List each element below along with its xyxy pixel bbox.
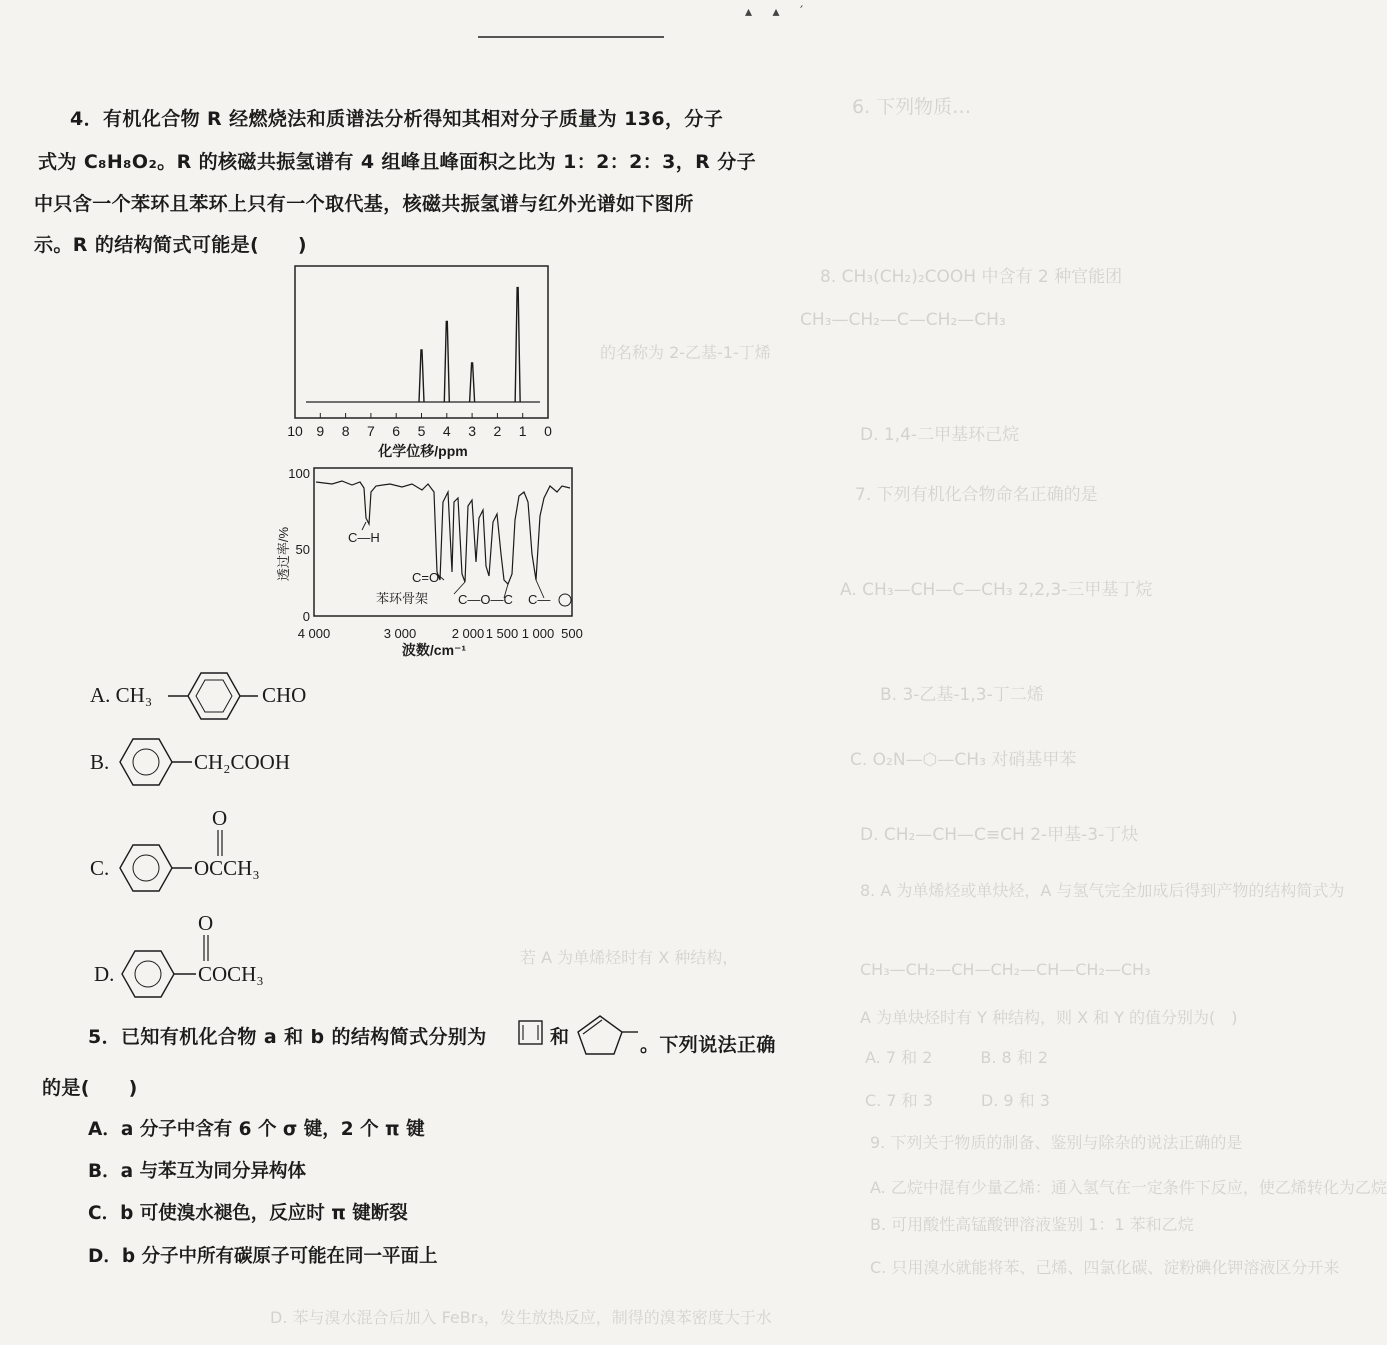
nmr-peak [444, 321, 449, 402]
q4-option-c-label: C. [90, 856, 110, 880]
ir-x-tick: 1 000 [521, 626, 555, 641]
ir-x-tick: 4 000 [297, 626, 331, 641]
bleed-text: A 为单炔烃时有 Y 种结构，则 X 和 Y 的值分别为( ) [860, 1008, 1238, 1027]
bleed-text: A. 乙烷中混有少量乙烯：通入氢气在一定条件下反应，使乙烯转化为乙烷 [870, 1178, 1387, 1197]
q4-option-c-group: OCCH₃ [194, 856, 260, 880]
bleed-text: 的名称为 2-乙基-1-丁烯 [600, 343, 771, 362]
nmr-x-label: 化学位移/ppm [378, 443, 468, 459]
bleed-text: 若 A 为单烯烃时有 X 种结构， [520, 948, 739, 967]
q4-line-1: 4．有机化合物 R 经燃烧法和质谱法分析得知其相对分子质量为 136，分子 [70, 108, 724, 130]
ir-annotation-c-ring: C— [528, 592, 551, 607]
cyclobutadiene-icon [516, 1017, 546, 1049]
q4-option-c-carbonyl-o: O [212, 806, 228, 830]
header-rule [478, 36, 664, 38]
q4-option-d-carbonyl-o: O [198, 911, 214, 935]
nmr-tick-label: 10 [287, 423, 303, 439]
ir-y-tick: 100 [288, 466, 310, 481]
bleed-text: C. O₂N—⬡—CH₃ 对硝基甲苯 [850, 750, 1077, 770]
benzene-ring-icon [116, 838, 196, 898]
nmr-tick-label: 1 [518, 423, 527, 439]
ir-annotation-ring: 苯环骨架 [376, 591, 429, 606]
bleed-text: A. CH₃—CH—C—CH₃ 2,2,3-三甲基丁烷 [840, 580, 1153, 600]
q5-option-b: B．a 与苯互为同分异构体 [88, 1161, 307, 1182]
bleed-text: CH₃—CH₂—CH—CH₂—CH—CH₂—CH₃ [860, 960, 1151, 979]
bleed-text: 6. 下列物质… [852, 96, 972, 118]
ir-x-tick: 2 000 [451, 626, 485, 641]
q4-option-d-group: COCH₃ [198, 962, 264, 986]
benzene-ring-icon [118, 944, 198, 1004]
bleed-text: D. CH₂—CH—C≡CH 2-甲基-3-丁炔 [860, 825, 1139, 845]
ir-y-tick: 50 [295, 542, 310, 557]
bleed-text: D. 苯与溴水混合后加入 FeBr₃，发生放热反应，制得的溴苯密度大于水 [270, 1308, 772, 1327]
q5-line-1a: 5．已知有机化合物 a 和 b 的结构简式分别为 [88, 1026, 487, 1048]
double-bond-icon [200, 935, 212, 961]
ir-x-tick: 500 [561, 626, 583, 641]
nmr-tick-label: 9 [316, 423, 325, 439]
q5-option-d: D．b 分子中所有碳原子可能在同一平面上 [88, 1246, 438, 1267]
bleed-text: 8. CH₃(CH₂)₂COOH 中含有 2 种官能团 [820, 267, 1123, 287]
nmr-tick-label: 5 [417, 423, 426, 439]
nmr-tick-label: 2 [493, 423, 502, 439]
bleed-text: CH₃—CH₂—C—CH₂—CH₃ [800, 310, 1006, 330]
bleed-text: B. 可用酸性高锰酸钾溶液鉴别 1：1 苯和乙烷 [870, 1215, 1194, 1234]
ir-spectrum [272, 462, 602, 662]
ir-annotation-coc: C—O—C [458, 592, 513, 607]
methylcyclopentene-icon [572, 1012, 640, 1058]
nmr-tick-label: 0 [544, 423, 552, 439]
double-bond-icon [214, 830, 226, 856]
nmr-spectrum [280, 262, 580, 462]
nmr-tick-label: 6 [392, 423, 401, 439]
ir-annotation-co: C=O [412, 570, 440, 585]
ir-x-label: 波数/cm⁻¹ [401, 642, 467, 658]
bleed-text: C. 只用溴水就能将苯、己烯、四氯化碳、淀粉碘化钾溶液区分开来 [870, 1258, 1340, 1277]
q5-line-2: 的是( ) [42, 1077, 138, 1099]
scan-marks: ▴ ▴ ′ [745, 4, 812, 20]
bleed-text: B. 3-乙基-1,3-丁二烯 [880, 685, 1044, 705]
q5-option-c: C．b 可使溴水褪色，反应时 π 键断裂 [88, 1203, 408, 1224]
q4-option-b-group: CH₂COOH [194, 750, 290, 774]
bleed-text: 8. A 为单烯烃或单炔烃，A 与氢气完全加成后得到产物的结构简式为 [860, 881, 1345, 900]
nmr-tick-label: 7 [367, 423, 375, 439]
q4-line-2: 式为 C₈H₈O₂。R 的核磁共振氢谱有 4 组峰且峰面积之比为 1：2：2：3，R 分子 [38, 151, 757, 173]
nmr-tick-label: 3 [468, 423, 476, 439]
ir-x-tick: 1 500 [485, 626, 519, 641]
ir-x-tick: 3 000 [383, 626, 417, 641]
nmr-peak [470, 363, 475, 402]
bleed-text: D. 1,4-二甲基环己烷 [860, 425, 1020, 445]
nmr-peak [515, 288, 520, 402]
nmr-peak [419, 350, 424, 402]
q4-line-4: 示。R 的结构简式可能是( ) [34, 234, 308, 256]
ir-y-label: 透过率/% [276, 526, 291, 582]
bleed-text: A. 7 和 2 B. 8 和 2 [865, 1048, 1049, 1067]
q4-option-d-label: D. [94, 962, 115, 986]
q4-option-b-label: B. [90, 750, 110, 774]
q4-option-a-label: A. CH₃ [90, 683, 153, 707]
benzene-ring-icon [168, 666, 258, 726]
nmr-tick-label: 4 [442, 423, 451, 439]
bleed-text: C. 7 和 3 D. 9 和 3 [865, 1091, 1050, 1110]
ir-annotation-ch: C—H [348, 530, 380, 545]
q5-option-a: A．a 分子中含有 6 个 σ 键，2 个 π 键 [88, 1119, 425, 1140]
bleed-text: 9. 下列关于物质的制备、鉴别与除杂的说法正确的是 [870, 1133, 1243, 1152]
q5-line-1b: 和 [550, 1026, 570, 1048]
benzene-icon [559, 594, 571, 606]
q5-line-1c: 。下列说法正确 [640, 1034, 776, 1056]
benzene-ring-icon [116, 732, 196, 792]
q4-line-3: 中只含一个苯环且苯环上只有一个取代基，核磁共振氢谱与红外光谱如下图所 [34, 193, 694, 215]
nmr-tick-label: 8 [341, 423, 350, 439]
bleed-text: 7. 下列有机化合物命名正确的是 [855, 485, 1098, 505]
ir-y-tick: 0 [302, 609, 310, 624]
q4-option-a-group: CHO [262, 683, 307, 707]
